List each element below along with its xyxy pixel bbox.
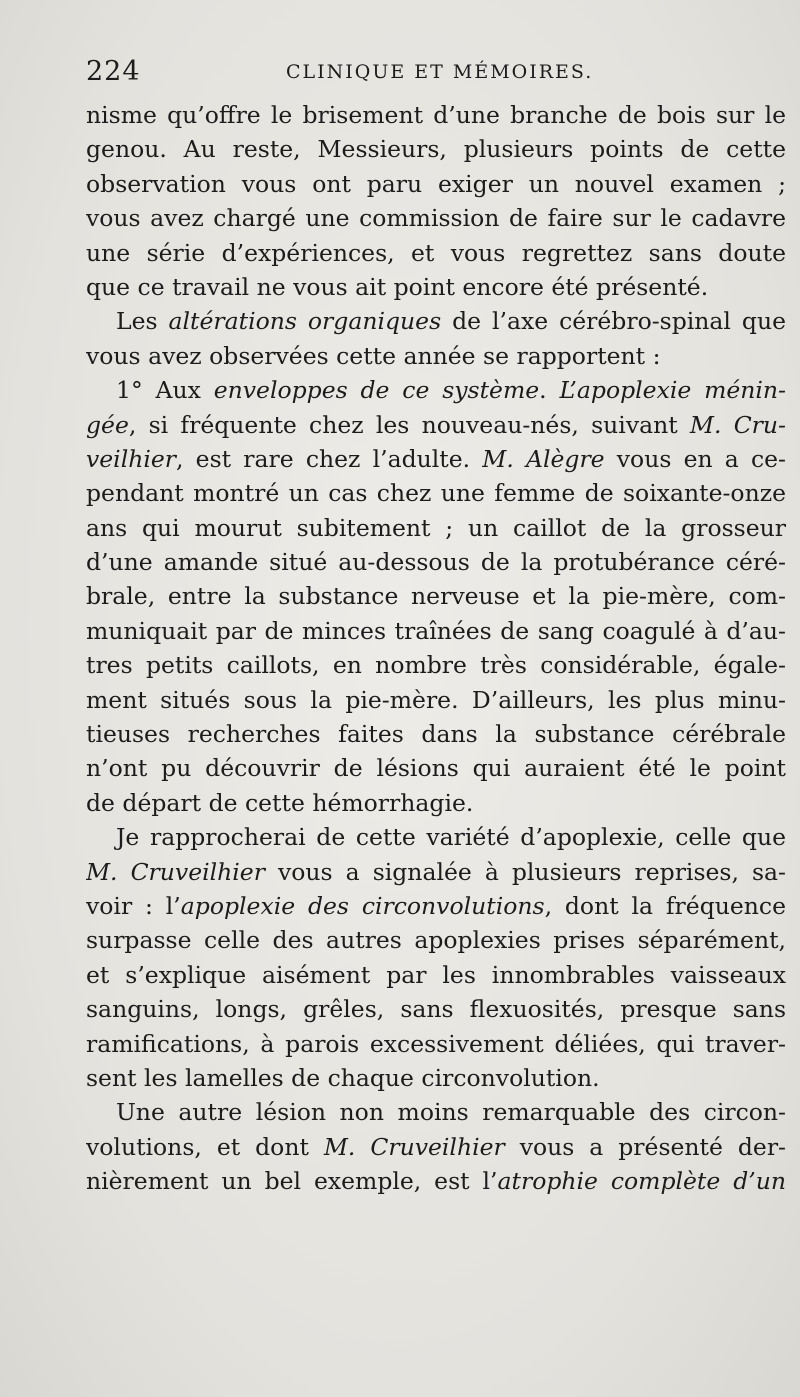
text-line	[86, 442, 786, 476]
text-line	[86, 614, 786, 648]
text-line	[86, 751, 786, 785]
text-segment: .	[539, 376, 560, 405]
text-segment: vous en a ce-	[604, 444, 786, 473]
text-line	[86, 201, 786, 235]
text-line	[86, 1095, 786, 1129]
text-segment: n’ont pu découvrir de lésions qui auraient été le point	[86, 754, 786, 783]
text-line	[86, 1164, 786, 1198]
italic-segment: M. Cruveilhier	[86, 857, 265, 886]
text-segment: Une autre lésion non moins remarquable des circon-	[116, 1098, 786, 1127]
text-segment: une série d’expériences, et vous regrettez sans doute	[86, 238, 786, 267]
text-line	[86, 304, 786, 338]
text-segment: genou. Au reste, Messieurs, plusieurs points de cette	[86, 135, 786, 164]
text-segment: , dont la fréquence	[544, 891, 786, 920]
text-line	[86, 511, 786, 545]
page-header	[86, 56, 786, 92]
text-line	[86, 683, 786, 717]
text-line	[86, 889, 786, 923]
page-number: 224	[86, 56, 141, 87]
text-line	[86, 167, 786, 201]
text-segment: nisme qu’offre le brisement d’une branche de bois sur le	[86, 101, 786, 129]
text-line	[86, 1061, 786, 1095]
italic-segment: gée	[86, 410, 129, 439]
italic-segment: M. Cru-	[689, 410, 786, 439]
italic-segment: M. Alègre	[482, 444, 605, 473]
italic-segment: veilhier	[86, 444, 177, 473]
text-line	[86, 236, 786, 270]
body-text	[86, 98, 786, 1199]
text-segment: vous avez observées cette année se rapportent :	[86, 341, 661, 370]
text-segment: vous a signalée à plusieurs reprises, sa-	[264, 857, 786, 886]
italic-segment: altérations organiques	[168, 307, 442, 336]
text-segment: Les	[116, 307, 169, 336]
text-segment: que ce travail ne vous ait point encore été présenté.	[86, 272, 709, 301]
text-segment: vous avez chargé une commission de faire sur le cadavre	[86, 204, 786, 233]
text-line	[86, 98, 786, 132]
text-segment: sent les lamelles de chaque circonvolution.	[86, 1063, 600, 1092]
italic-segment: L’apoplexie ménin-	[559, 376, 786, 405]
text-segment: volutions, et dont	[86, 1132, 324, 1161]
text-line	[86, 923, 786, 957]
text-segment: ans qui mourut subitement ; un caillot de la grosseur	[86, 513, 786, 542]
italic-segment: M. Cruveilhier	[323, 1132, 505, 1161]
running-title: CLINIQUE ET MÉMOIRES.	[286, 61, 594, 83]
text-line	[86, 1027, 786, 1061]
italic-segment: enveloppes de ce système	[213, 376, 540, 405]
text-line	[86, 373, 786, 407]
text-segment: ment situés sous la pie-mère. D’ailleurs, les plus minu-	[86, 685, 786, 714]
text-segment: voir : l’	[86, 891, 181, 920]
text-segment: vous a présenté der-	[504, 1132, 786, 1161]
text-line	[86, 1130, 786, 1164]
text-line	[86, 579, 786, 613]
text-segment: de départ de cette hémorrhagie.	[86, 788, 474, 817]
text-line	[86, 648, 786, 682]
text-line	[86, 270, 786, 304]
text-segment: ramifications, à parois excessivement déliées, qui traver-	[86, 1029, 786, 1058]
text-line	[86, 958, 786, 992]
italic-segment: atrophie complète d’un	[497, 1167, 786, 1196]
text-line	[86, 476, 786, 510]
text-segment: nièrement un bel exemple, est l’	[86, 1167, 498, 1196]
text-segment: de l’axe cérébro-spinal que	[441, 307, 786, 336]
text-line	[86, 820, 786, 854]
text-segment: Je rapprocherai de cette variété d’apoplexie, celle que	[116, 823, 786, 852]
text-segment: , si fréquente chez les nouveau-nés, suivant	[128, 410, 690, 439]
text-line	[86, 545, 786, 579]
text-segment: sanguins, longs, grêles, sans flexuosités, presque sans	[86, 995, 786, 1024]
text-segment: observation vous ont paru exiger un nouvel examen ;	[86, 169, 786, 198]
text-segment: tieuses recherches faites dans la substance cérébrale	[86, 720, 786, 749]
text-segment: tres petits caillots, en nombre très considérable, égale-	[86, 651, 786, 680]
text-segment: d’une amande situé au-dessous de la protubérance céré-	[86, 548, 786, 577]
text-segment: brale, entre la substance nerveuse et la pie-mère, com-	[86, 582, 786, 611]
text-line	[86, 992, 786, 1026]
italic-segment: apoplexie des circonvolutions	[180, 891, 545, 920]
text-line	[86, 855, 786, 889]
text-segment: , est rare chez l’adulte.	[176, 444, 483, 473]
text-line	[86, 408, 786, 442]
text-line	[86, 786, 786, 820]
text-segment: pendant montré un cas chez une femme de soixante-onze	[86, 479, 786, 508]
text-line	[86, 132, 786, 166]
text-segment: surpasse celle des autres apoplexies prises séparément,	[86, 926, 786, 955]
text-line	[86, 717, 786, 751]
text-segment: 1° Aux	[116, 376, 214, 405]
text-segment: et s’explique aisément par les innombrables vaisseaux	[86, 960, 786, 989]
text-segment: muniquait par de minces traînées de sang coagulé à d’au-	[86, 616, 786, 645]
text-line	[86, 339, 786, 373]
